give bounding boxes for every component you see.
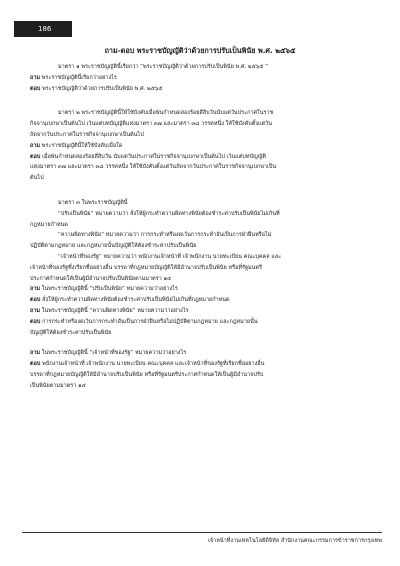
definition-line: “เจ้าหน้าที่ของรัฐ” หมายความว่า พนักงานเจ้าหน้าที่ เจ้าพนักงาน นายทะเบียน คณะบุคคล และ bbox=[58, 253, 282, 260]
definition-line: เจ้าหน้าที่ของรัฐซึ่งเรียกชื่ออย่างอื่น บรรดาที่กฎหมายบัญญัติให้มีอำนาจปรับเป็นพินัย หรือที่รัฐมนตรี bbox=[30, 264, 262, 271]
section-3-answer-1 bbox=[30, 295, 382, 306]
definition-line: “ปรับเป็นพินัย” หมายความว่า สั่งให้ผู้กระทำความผิดทางพินัยต้องชำระค่าปรับเป็นพินัยไม่เกินที่ bbox=[58, 210, 280, 217]
question-text: ในพระราชบัญญัตินี้ “ความผิดทางพินัย” หมายความว่าอย่างไร bbox=[41, 307, 189, 314]
section-3-question-3 bbox=[30, 348, 382, 359]
section-2-text-line: มาตรา ๒ พระราชบัญญัตินี้ให้ใช้บังคับเมื่อพ้นกำหนดสองร้อยสี่สิบวันนับแต่วันประกาศในราช bbox=[58, 110, 274, 117]
section-3-answer-3 bbox=[30, 359, 382, 370]
section-2-text-line: ถัดจากวันประกาศในราชกิจจานุเบกษาเป็นต้นไป bbox=[30, 131, 144, 138]
answer-text: พนักงานเจ้าหน้าที่ เจ้าพนักงาน นายทะเบียน คณะบุคคล และเจ้าหน้าที่ของรัฐที่เรียกชื่ออย่างอื่น bbox=[42, 361, 265, 368]
section-3-answer-3-line: บรรดาที่กฎหมายบัญญัติให้มีอำนาจปรับเป็นพินัย หรือที่รัฐมนตรีประกาศกำหนดให้เป็นผู้มีอำนาจปรับ bbox=[30, 371, 264, 378]
definition-line: กฎหมายกำหนด bbox=[30, 221, 68, 228]
answer-text: เมื่อพ้นกำหนดสองร้อยสี่สิบวัน นับแต่วันประกาศในราชกิจจานุเบกษาเป็นต้นไป เว้นแต่บทบัญญัติ bbox=[42, 153, 266, 160]
section-3-heading: มาตรา ๓ ในพระราชบัญญัตินี้ bbox=[58, 199, 128, 206]
definition-line: ปฏิบัติตามกฎหมาย และกฎหมายนั้นบัญญัติให้ต้องชำระค่าปรับเป็นพินัย bbox=[30, 243, 197, 250]
page-footer: เจ้าหน้าที่งานเทคโนโลยีดิจิทัล สำนักงานคณะกรรมการข้าราชการกรุงเทพ bbox=[22, 532, 382, 545]
section-3-question-1 bbox=[30, 284, 382, 295]
section-2-text-line: กิจจานุเบกษาเป็นต้นไป เว้นแต่บทบัญญัติแห่งมาตรา ๓๗ และมาตรา ๓๘ วรรคหนึ่ง ให้ใช้บังคับตั้งแต่วัน bbox=[30, 121, 272, 128]
question-label: ถาม bbox=[30, 142, 41, 149]
question-label: ถาม bbox=[30, 286, 41, 293]
section-3-question-2 bbox=[30, 306, 382, 317]
answer-label: ตอบ bbox=[30, 318, 41, 325]
section-1-question bbox=[30, 73, 382, 84]
question-label: ถาม bbox=[30, 350, 41, 357]
definition-line: ประกาศกำหนดให้เป็นผู้มีอำนาจปรับเป็นพินัยตามมาตรา ๑๔ bbox=[30, 275, 172, 282]
question-text: พระราชบัญญัตินี้ให้ใช้บังคับเมื่อใด bbox=[41, 142, 123, 149]
answer-label: ตอบ bbox=[30, 153, 41, 160]
section-3-answer-2 bbox=[30, 317, 382, 328]
section-2-answer-line: ต้นไป bbox=[30, 175, 44, 182]
question-text: พระราชบัญญัตินี้เรียกว่าอย่างไร bbox=[41, 74, 117, 81]
answer-text: สั่งให้ผู้กระทำความผิดทางพินัยต้องชำระค่าปรับเป็นพินัยไม่เกินที่กฎหมายกำหนด bbox=[42, 297, 230, 304]
question-label: ถาม bbox=[30, 74, 41, 81]
answer-text: พระราชบัญญัติว่าด้วยการปรับเป็นพินัย พ.ศ. ๒๕๖๕ bbox=[42, 85, 163, 92]
question-label: ถาม bbox=[30, 307, 41, 314]
question-text: ในพระราชบัญญัตินี้ “เจ้าหน้าที่ของรัฐ” หมายความว่าอย่างไร bbox=[41, 350, 187, 357]
document-body bbox=[30, 62, 382, 392]
answer-label: ตอบ bbox=[30, 361, 41, 368]
section-2-question bbox=[30, 141, 382, 152]
section-3-answer-2-line: บัญญัติให้ต้องชำระค่าปรับเป็นพินัย bbox=[30, 329, 112, 336]
answer-label: ตอบ bbox=[30, 85, 41, 92]
section-3-answer-3-line: เป็นพินัยตามมาตรา ๑๔ bbox=[30, 382, 86, 389]
section-1-text: มาตรา ๑ พระราชบัญญัตินี้เรียกว่า “พระราชบัญญัติว่าด้วยการปรับเป็นพินัย พ.ศ. ๒๕๖๕ ” bbox=[58, 64, 268, 70]
answer-text: การกระทำหรืองดเว้นการกระทำอันเป็นการฝ่าฝืนหรือไม่ปฏิบัติตามกฎหมาย และกฎหมายนั้น bbox=[42, 318, 258, 325]
section-2-answer-line: แห่งมาตรา ๓๗ และมาตรา ๓๘ วรรคหนึ่ง ให้ใช้บังคับตั้งแต่วันถัดจากวันประกาศในราชกิจจานุเบกษาเป็น bbox=[30, 164, 277, 171]
question-text: ในพระราชบัญญัตินี้ “ปรับเป็นพินัย” หมายความว่าอย่างไร bbox=[41, 286, 178, 293]
page-title: ถาม-ตอบ พระราชบัญญัติว่าด้วยการปรับเป็นพินัย พ.ศ. ๒๕๖๕ bbox=[104, 46, 296, 55]
definition-line: “ความผิดทางพินัย” หมายความว่า การกระทำหรืองดเว้นการกระทำอันเป็นการฝ่าฝืนหรือไม่ bbox=[58, 232, 272, 239]
answer-label: ตอบ bbox=[30, 297, 41, 304]
section-2-answer bbox=[30, 152, 382, 163]
page-number-badge: 186 bbox=[14, 21, 72, 37]
section-1-answer bbox=[30, 84, 382, 95]
